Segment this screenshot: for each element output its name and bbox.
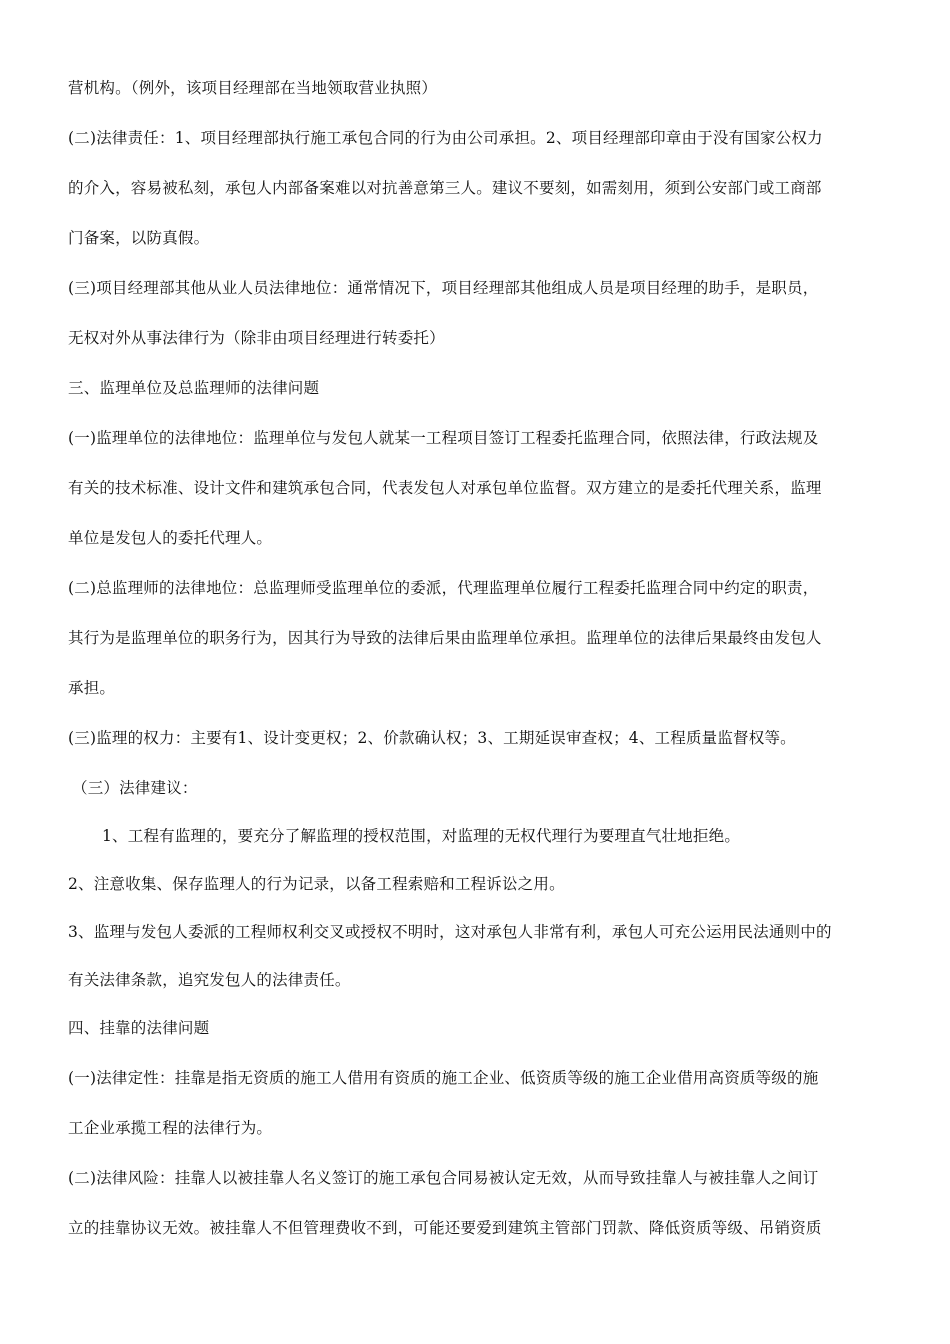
text-line: (一)法律定性：挂靠是指无资质的施工人借用有资质的施工企业、低资质等级的施工企业借用高资质等级的施 — [68, 1069, 819, 1087]
text-line: 有关的技术标准、设计文件和建筑承包合同，代表发包人对承包单位监督。双方建立的是委托代理关系，监理 — [68, 479, 822, 497]
text-line: (一)监理单位的法律地位：监理单位与发包人就某一工程项目签订工程委托监理合同，依照法律，行政法规及 — [68, 429, 819, 447]
text-line: (三)监理的权力：主要有1、设计变更权；2、价款确认权；3、工期延误审查权；4、工程质量监督权等。 — [68, 729, 796, 747]
text-line: 单位是发包人的委托代理人。 — [68, 529, 273, 547]
text-line: 立的挂靠协议无效。被挂靠人不但管理费收不到，可能还要爱到建筑主管部门罚款、降低资质等级、吊销资质 — [68, 1219, 822, 1237]
list-item: 2、注意收集、保存监理人的行为记录，以备工程索赔和工程诉讼之用。 — [68, 875, 565, 893]
section-heading: 三、监理单位及总监理师的法律问题 — [68, 379, 320, 397]
text-line: 无权对外从事法律行为（除非由项目经理进行转委托） — [68, 329, 445, 347]
text-line: 的介入，容易被私刻，承包人内部备案难以对抗善意第三人。建议不要刻，如需刻用，须到公安部门或工商部 — [68, 179, 822, 197]
text-line: (三)项目经理部其他从业人员法律地位：通常情况下，项目经理部其他组成人员是项目经理的助手，是职员， — [68, 279, 819, 297]
text-line: 营机构。（例外，该项目经理部在当地领取营业执照） — [68, 79, 438, 97]
text-line: 有关法律条款，追究发包人的法律责任。 — [68, 971, 351, 989]
text-line: 承担。 — [68, 679, 116, 697]
list-item: 1、工程有监理的，要充分了解监理的授权范围，对监理的无权代理行为要理直气壮地拒绝。 — [102, 827, 741, 845]
text-line: 门备案，以防真假。 — [68, 229, 210, 247]
text-line: (二)总监理师的法律地位：总监理师受监理单位的委派，代理监理单位履行工程委托监理合同中约定的职责， — [68, 579, 819, 597]
subsection-heading: （三）法律建议： — [72, 779, 198, 797]
text-line: 工企业承揽工程的法律行为。 — [68, 1119, 273, 1137]
text-line: (二)法律责任：1、项目经理部执行施工承包合同的行为由公司承担。2、项目经理部印章由于没有国家公权力 — [68, 129, 823, 147]
list-item: 3、监理与发包人委派的工程师权利交叉或授权不明时，这对承包人非常有利，承包人可充公运用民法通则中的 — [68, 923, 832, 941]
section-heading: 四、挂靠的法律问题 — [68, 1019, 210, 1037]
text-line: (二)法律风险：挂靠人以被挂靠人名义签订的施工承包合同易被认定无效，从而导致挂靠人与被挂靠人之间订 — [68, 1169, 819, 1187]
text-line: 其行为是监理单位的职务行为，因其行为导致的法律后果由监理单位承担。监理单位的法律后果最终由发包人 — [68, 629, 822, 647]
